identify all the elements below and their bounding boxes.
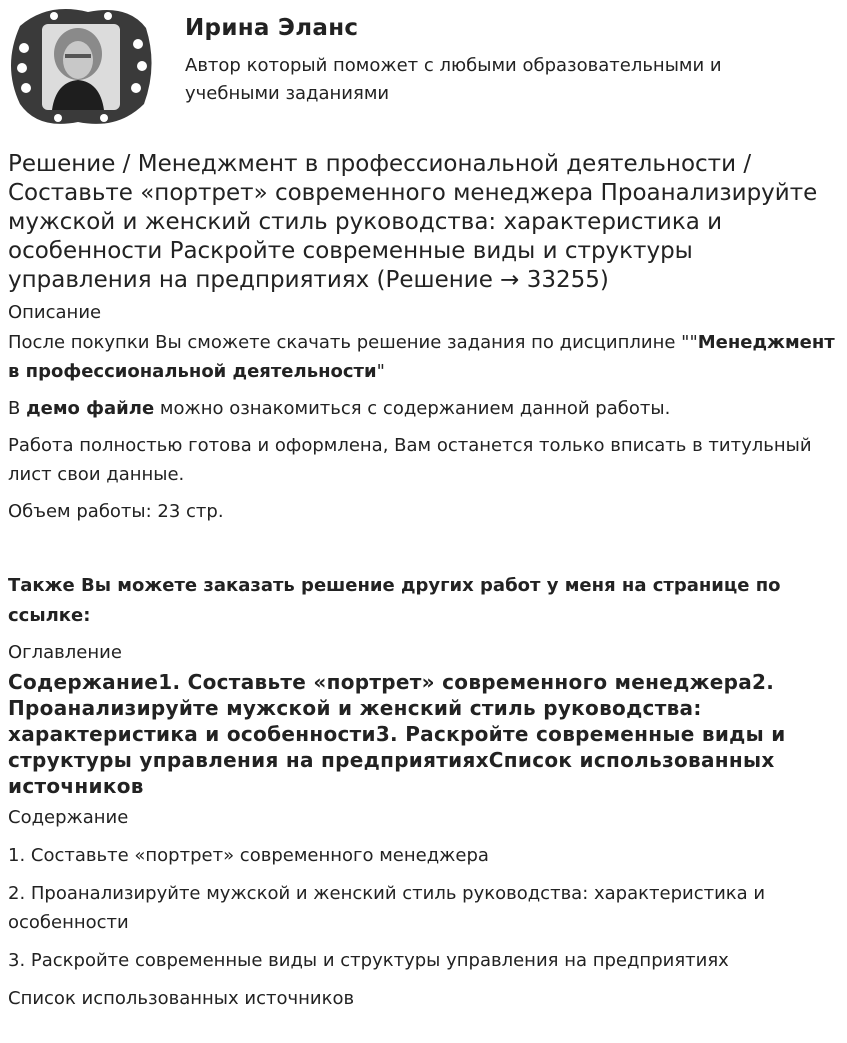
toc-item: Список использованных источников <box>8 988 355 1009</box>
toc-item: 3. Раскройте современные виды и структуры управления на предприятиях <box>8 950 729 971</box>
demo-text <box>8 394 840 423</box>
author-name[interactable]: Ирина Эланс <box>185 15 359 41</box>
author-description: Автор который поможет с любыми образовательными и учебными заданиями <box>185 55 722 104</box>
toc-item: 1. Составьте «портрет» современного менеджера <box>8 845 489 866</box>
author-avatar[interactable] <box>8 6 153 126</box>
demo-suffix: можно ознакомиться с содержанием данной работы. <box>154 398 671 419</box>
main-content <box>8 150 840 1013</box>
promo-text[interactable]: Также Вы можете заказать решение других работ у меня на странице по ссылке: <box>8 575 781 626</box>
demo-file-link[interactable]: демо файле <box>26 398 155 419</box>
volume-text: Объем работы: 23 стр. <box>8 501 224 522</box>
ready-text: Работа полностью готова и оформлена, Вам останется только вписать в титульный лист свои данные. <box>8 435 812 485</box>
quote-close: " <box>376 361 385 382</box>
toc-item: 2. Проанализируйте мужской и женский стиль руководства: характеристика и особенности <box>8 883 766 933</box>
toc-label: Оглавление <box>8 642 122 663</box>
toc-item: Содержание <box>8 807 129 828</box>
toc-heading: Содержание1. Составьте «портрет» современного менеджера2. Проанализируйте мужской и женский стиль руководства: характеристика и особенности3. Раскройте современные виды и структуры управления на предприятияхСписок использованных источников <box>8 670 786 798</box>
description-label: Описание <box>8 302 102 323</box>
author-card <box>8 6 838 128</box>
page-title: Решение / Менеджмент в профессиональной деятельности / Составьте «портрет» современного менеджера Проанализируйте мужской и женский стиль руководства: характеристика и особенности Раскройте современные виды и структуры управления на предприятиях (Решение → 33255) <box>8 151 818 293</box>
purchase-text <box>8 328 840 386</box>
demo-prefix: В <box>8 398 27 419</box>
discipline-name: Менеджмент в профессиональной деятельности <box>8 332 835 382</box>
quote-open: "" <box>681 332 698 353</box>
purchase-text-lead: После покупки Вы сможете скачать решение задания по дисциплине <box>8 332 682 353</box>
